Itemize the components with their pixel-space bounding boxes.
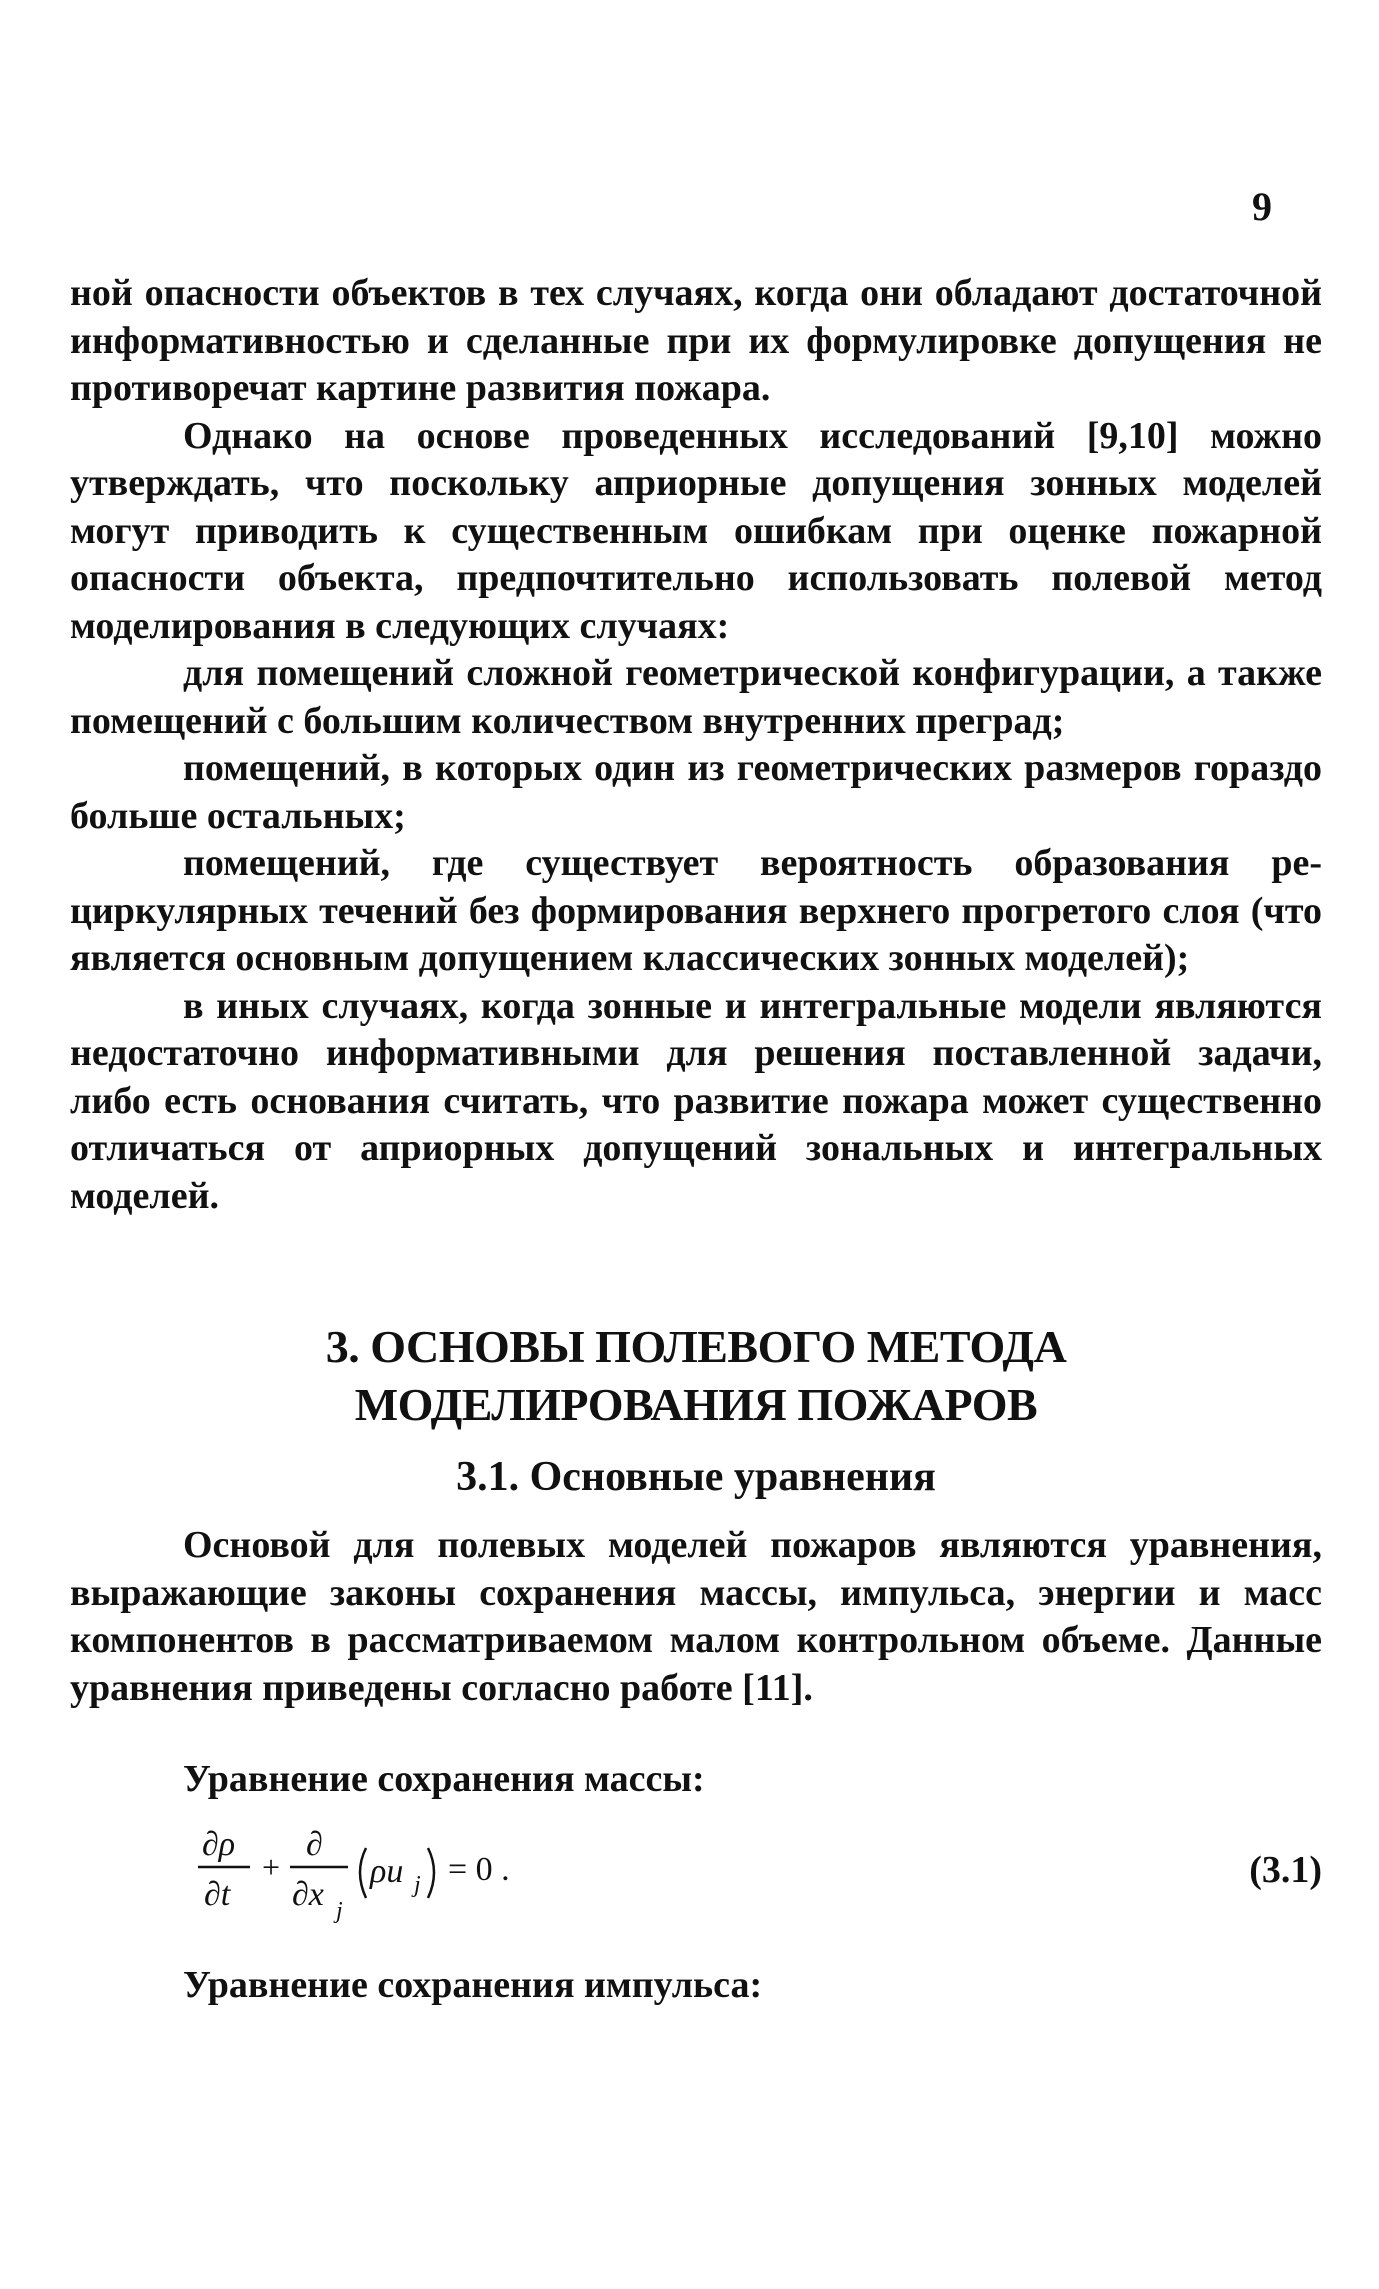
paren-left [360,1848,366,1898]
formula-body-sub-j: j [414,1872,421,1898]
body-text-bottom [70,1522,1322,1712]
case-other: в иных случаях, когда зонные и интегральные модели являются недостаточно информативными для решения поставленной задачи, либо есть основания считать, что развитие пожара может существенно отличаться от априорных допущений зональных и интегральных моделей. [70,984,1322,1217]
mass-conservation-formula [188,1810,648,1930]
equation-number: (3.1) [1249,1849,1322,1891]
paragraph-research-conclusion: Однако на основе проведенных исследований [9,10] можно утверждать, что поскольку априорные допущения зонных моделей могут приводить к существенным ошибкам при оценке пожарной опасности объекта, предпочтительно использовать полевой метод моделирования в следующих случаях: [70,414,1322,647]
mass-equation-label: Уравнение сохранения массы: [183,1758,705,1800]
formula-rhs: = 0 . [448,1851,510,1888]
section-heading [70,1318,1322,1434]
formula-plus: + [262,1849,281,1885]
formula-d: ∂ [306,1826,323,1863]
formula-sub-j: j [336,1898,343,1924]
formula-dt: ∂t [204,1876,231,1913]
body-text-top [70,270,1322,1220]
paren-right [428,1848,434,1898]
case-elongated-room: помещений, в которых один из геометрических размеров гораздо больше остальных; [70,747,1322,837]
case-recirculating-flows: помещений, где существует вероятность образования рециркулярных течений без формирования верхнего прогретого слоя (что является основным допущением классических зонных моделей); [70,842,1322,979]
formula-dx: ∂x [292,1876,324,1913]
subsection-heading: 3.1. Основные уравнения [456,1454,936,1500]
section-heading-line2: МОДЕЛИРОВАНИЯ ПОЖАРОВ [354,1379,1038,1430]
momentum-equation-label: Уравнение сохранения импульса: [183,1964,763,2006]
intro-paragraph: ной опасности объектов в тех случаях, когда они обладают достаточной информативностью и сделанные при их формулировке допущения не противоречат картине развития пожара. [70,272,1322,409]
equation-3-1 [70,1810,1322,1930]
formula-drho: ∂ρ [202,1826,236,1863]
case-complex-geometry: для помещений сложной геометрической конфигурации, а также помещений с большим количеством внутренних преград; [70,652,1322,742]
paragraph-field-model-basis: Основой для полевых моделей пожаров являются уравнения, выражающие законы сохранения массы, импульса, энергии и масс компонентов в рассматриваемом малом контрольном объеме. Данные уравнения приведены согласно работе [11]. [70,1524,1322,1709]
section-heading-line1: 3. ОСНОВЫ ПОЛЕВОГО МЕТОДА [325,1321,1067,1372]
formula-rho-u: ρu [370,1853,404,1890]
page-number: 9 [1252,184,1272,229]
